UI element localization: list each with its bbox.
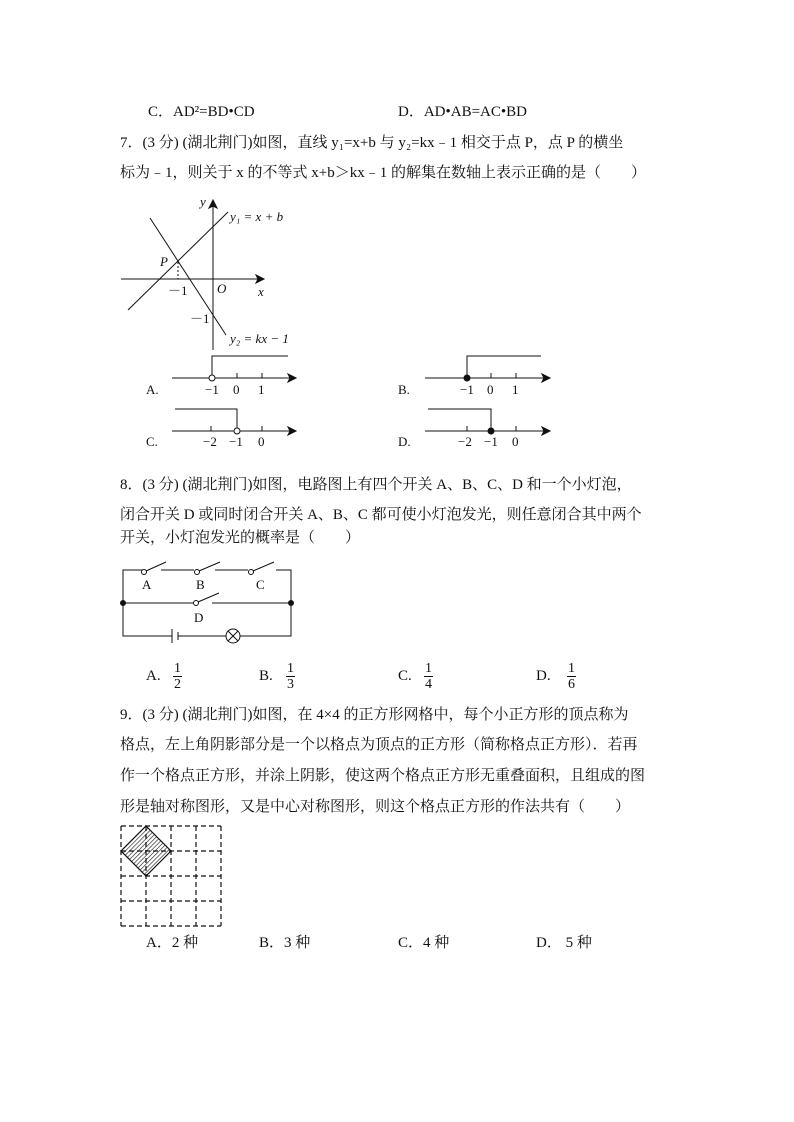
q8-option-c-fraction — [424, 661, 433, 692]
q8-option-b-label: B. — [259, 668, 273, 684]
q9-option-b: B．3 种 — [259, 935, 311, 951]
tick-label: −1 — [460, 382, 474, 397]
q8-option-c-label: C. — [398, 668, 412, 684]
q9-option-d: D． 5 种 — [536, 935, 592, 951]
circuit-diagram — [121, 562, 294, 643]
q8-text-2: 闭合开关 D 或同时闭合开关 A、B、C 都可使小灯泡发光，则任意闭合其中两个 — [120, 507, 642, 523]
q6-option-c: C．AD²=BD•CD — [148, 104, 255, 120]
q8-option-a-label: A. — [146, 668, 161, 684]
x-minus1-label: －1 — [168, 283, 188, 298]
q8-option-b-fraction — [286, 661, 295, 692]
switch-d-label: D — [194, 610, 204, 625]
line1-label: y₁ = x + b — [230, 209, 284, 224]
q7-option-c-label: C. — [146, 434, 158, 449]
q9-option-c: C．4 种 — [398, 935, 450, 951]
q6-option-d: D．AD•AB=AC•BD — [398, 104, 527, 120]
point-p-label: P — [160, 254, 168, 269]
q9-text-4: 形是轴对称图形，又是中心对称图形，则这个格点正方形的作法共有（ ） — [120, 799, 631, 815]
q8-text-3: 开关，小灯泡发光的概率是（ ） — [120, 530, 361, 546]
tick-label: 0 — [512, 434, 519, 449]
tick-label: 1 — [512, 382, 519, 397]
switch-b-label: B — [196, 577, 205, 592]
q9-text-3: 作一个格点正方形，并涂上阴影，使这两个格点正方形无重叠面积，且组成的图 — [120, 768, 646, 784]
q7-option-d-label: D. — [398, 434, 411, 449]
tick-label: 1 — [258, 382, 265, 397]
tick-label: 0 — [258, 434, 265, 449]
origin-label: O — [217, 281, 227, 296]
denominator: 6 — [568, 677, 575, 692]
switch-a-label: A — [142, 577, 152, 592]
denominator: 4 — [425, 677, 432, 692]
tick-label: −1 — [484, 434, 498, 449]
q8-option-a-fraction — [173, 661, 182, 692]
numerator: 1 — [425, 661, 432, 676]
q7-option-b-label: B. — [398, 382, 410, 397]
tick-label: 0 — [487, 382, 494, 397]
tick-label: −1 — [205, 382, 219, 397]
numerator: 1 — [287, 661, 294, 676]
shaded-square — [121, 826, 171, 876]
q9-text-2: 格点，左上角阴影部分是一个以格点为顶点的正方形（简称格点正方形）．若再 — [120, 737, 638, 753]
tick-label: −2 — [203, 434, 217, 449]
q7-option-a-label: A. — [146, 382, 159, 397]
numerator: 1 — [568, 661, 575, 676]
tick-label: −2 — [458, 434, 472, 449]
denominator: 3 — [287, 677, 294, 692]
numerator: 1 — [174, 661, 181, 676]
q7-text-2: 标为﹣1，则关于 x 的不等式 x+b＞kx﹣1 的解集在数轴上表示正确的是（ ） — [120, 165, 646, 181]
tick-label: 0 — [233, 382, 240, 397]
y-axis-label: y — [200, 194, 206, 209]
line2-label: y₂ = kx − 1 — [230, 331, 289, 346]
y-minus1-label: －1 — [190, 311, 210, 326]
denominator: 2 — [174, 677, 181, 692]
q8-option-d-fraction — [567, 661, 576, 692]
x-axis-label: x — [258, 284, 264, 299]
q9-text-1: 9．(3 分) (湖北荆门)如图，在 4×4 的正方形网格中，每个小正方形的顶点称为 — [120, 707, 629, 723]
q8-text-1: 8．(3 分) (湖北荆门)如图，电路图上有四个开关 A、B、C、D 和一个小灯泡， — [120, 477, 632, 493]
q7-text-1: 7．(3 分) (湖北荆门)如图，直线 y₁=x+b 与 y₂=kx﹣1 相交于点 P，点 P 的横坐 — [120, 135, 624, 151]
q8-option-d-label: D. — [536, 668, 551, 684]
q9-option-a: A．2 种 — [146, 935, 199, 951]
switch-c-label: C — [256, 577, 265, 592]
tick-label: −1 — [229, 434, 243, 449]
